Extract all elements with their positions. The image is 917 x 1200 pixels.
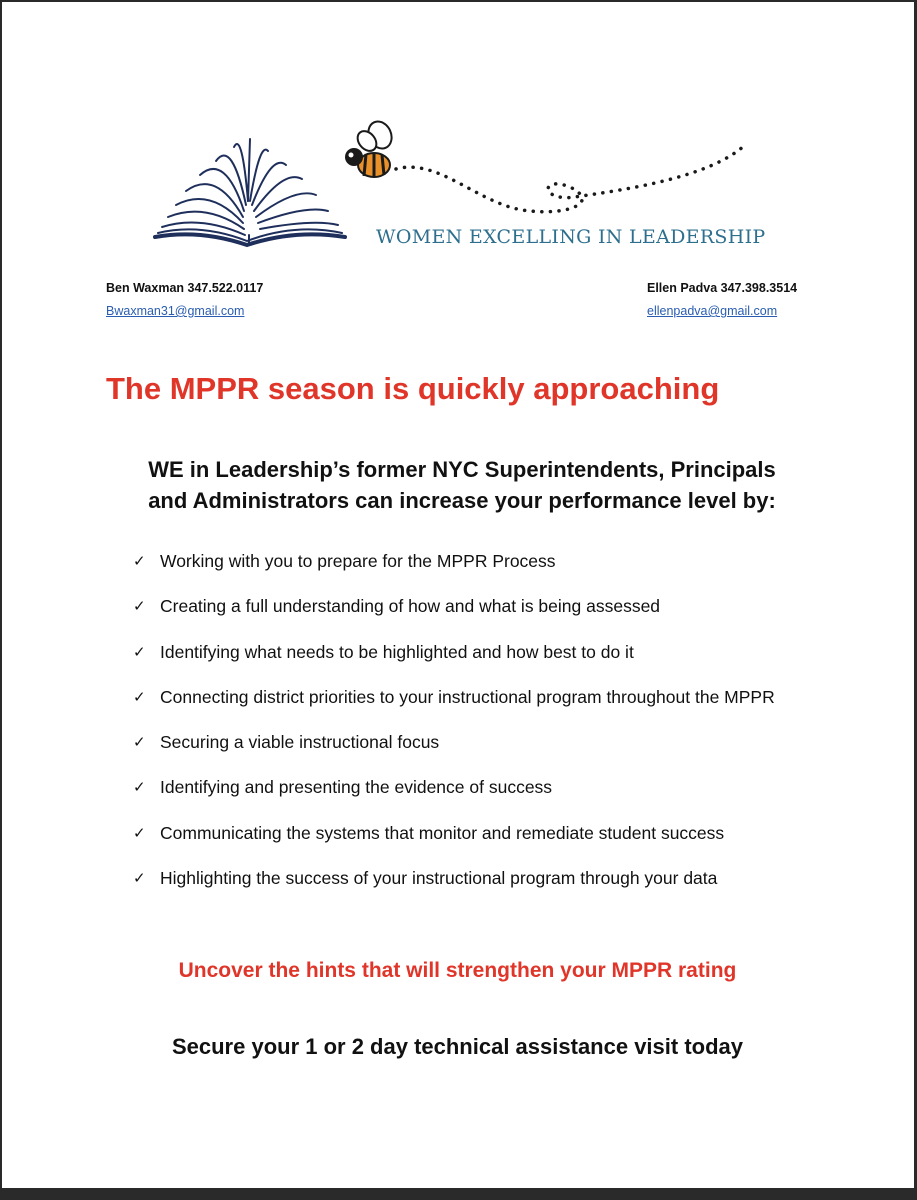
list-item (133, 823, 775, 868)
contact-name-phone: Ben Waxman 347.522.0117 (106, 281, 264, 295)
contact-ellen (647, 281, 797, 318)
list-item (133, 687, 775, 732)
contact-name-phone: Ellen Padva 347.398.3514 (647, 281, 798, 295)
email-link[interactable]: ellenpadva@gmail.com (647, 304, 778, 318)
list-item-text: Identifying what needs to be highlighted and how best to do it (160, 641, 634, 662)
list-item (133, 777, 775, 822)
list-item-text: Connecting district priorities to your instructional program throughout the MPPR (160, 686, 775, 707)
tagline: Uncover the hints that will strengthen your MPPR rating (178, 959, 737, 982)
checkmark-icon: ✓ (133, 734, 146, 752)
headline: The MPPR season is quickly approaching (106, 371, 720, 406)
checkmark-icon: ✓ (133, 598, 146, 616)
checkmark-icon: ✓ (133, 553, 146, 570)
checkmark-icon: ✓ (133, 643, 146, 661)
list-item (133, 596, 775, 641)
list-item (133, 868, 775, 913)
checkmark-icon: ✓ (133, 688, 146, 706)
call-to-action: Secure your 1 or 2 day technical assistance visit today (171, 1034, 744, 1059)
list-item-text: Communicating the systems that monitor and remediate student success (160, 822, 725, 843)
list-item-text: Highlighting the success of your instructional program through your data (160, 868, 718, 889)
logo-text: WOMEN EXCELLING IN LEADERSHIP (376, 226, 766, 248)
list-item (133, 551, 775, 596)
checkmark-icon: ✓ (133, 779, 146, 797)
list-item (133, 642, 775, 687)
email-link[interactable]: Bwaxman31@gmail.com (106, 304, 245, 318)
intro-text (62, 454, 862, 516)
list-item-text: Working with you to prepare for the MPPR Process (160, 551, 556, 571)
list-item-text: Creating a full understanding of how and what is being assessed (160, 596, 661, 617)
list-item (133, 732, 775, 777)
benefits-list (133, 551, 775, 913)
contact-ben (106, 281, 263, 318)
logo (150, 117, 766, 257)
list-item-text: Identifying and presenting the evidence of success (160, 777, 553, 798)
bottom-border (0, 1188, 917, 1200)
list-item-text: Securing a viable instructional focus (160, 732, 440, 753)
intro-line-2: and Administrators can increase your performance level by: (148, 488, 776, 513)
bee (345, 118, 396, 177)
checkmark-icon: ✓ (133, 870, 146, 888)
checkmark-icon: ✓ (133, 824, 146, 842)
intro-line-1: WE in Leadership’s former NYC Superintendents, Principals (148, 457, 776, 482)
